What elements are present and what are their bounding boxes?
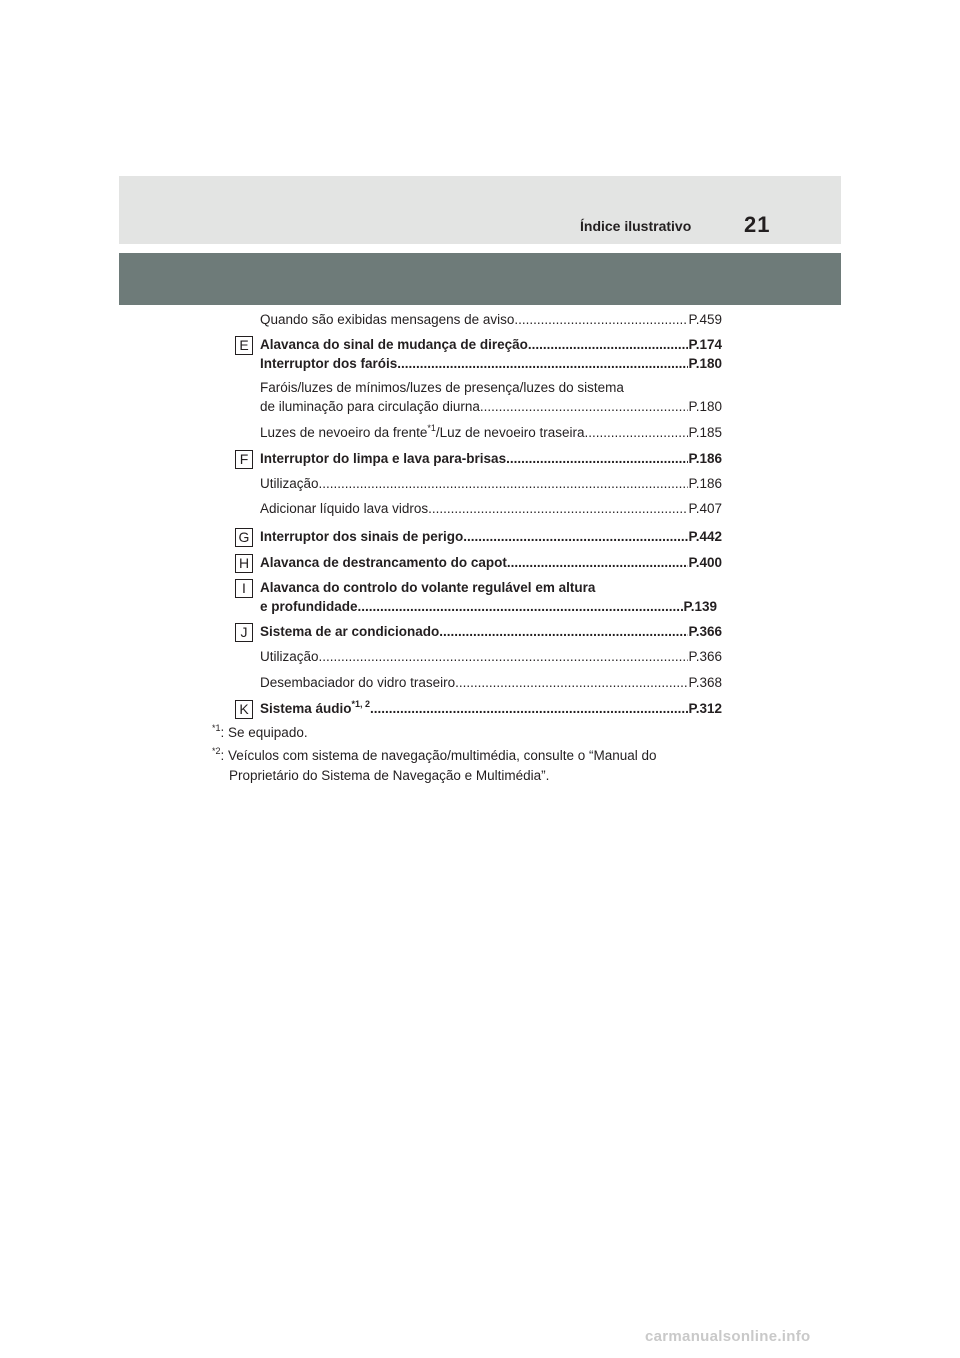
- footnote-2: $^{*2}$: Veículos com sistema de navegação/multimédia, consulte o “Manual do: [212, 746, 657, 763]
- entry-page: P.174: [688, 337, 722, 352]
- entry-title: Sistema de ar condicionado: [260, 624, 440, 639]
- badge-g: G: [235, 528, 253, 547]
- entry-title: Luzes de nevoeiro da frente$^{*1}$/Luz de nevoeiro traseira: [260, 423, 585, 440]
- entry-page: P.312: [688, 701, 722, 716]
- footnote-mark: *1: [212, 723, 221, 733]
- entry-page: P.186: [688, 476, 722, 491]
- entry-page: P.368: [688, 675, 722, 690]
- index-entry: [260, 355, 722, 373]
- entry-title: Alavanca de destrancamento do capot: [260, 555, 507, 570]
- entry-title: e profundidade: [260, 599, 358, 614]
- entry-page: P.407: [688, 501, 722, 516]
- badge-j: J: [235, 623, 253, 642]
- entry-title: Sistema áudio$^{*1, 2}$: [260, 699, 371, 716]
- entry-title: Adicionar líquido lava vidros: [260, 501, 429, 516]
- index-entry: [260, 475, 722, 493]
- entry-page: P.366: [688, 624, 722, 639]
- page-number: 21: [744, 212, 771, 237]
- entry-page: P.186: [688, 451, 722, 466]
- footnote-ref: *1: [427, 423, 436, 433]
- index-entry: [260, 528, 722, 546]
- entry-title: Interruptor dos faróis: [260, 356, 398, 371]
- footnote-mark: *2: [212, 746, 221, 756]
- index-entry: [260, 700, 722, 718]
- index-entry: [260, 500, 722, 518]
- footnote-1: $^{*1}$: Se equipado.: [212, 723, 308, 740]
- entry-title: Interruptor do limpa e lava para-brisas: [260, 451, 507, 466]
- entry-title: Alavanca do sinal de mudança de direção: [260, 337, 528, 352]
- entry-page: P.139: [683, 599, 717, 614]
- entry-page: P.366: [688, 649, 722, 664]
- entry-title: Utilização: [260, 476, 319, 491]
- index-entry: [260, 398, 722, 416]
- index-entry: [260, 450, 722, 468]
- badge-f: F: [235, 450, 253, 469]
- entry-title: Utilização: [260, 649, 319, 664]
- entry-title: Desembaciador do vidro traseiro: [260, 675, 456, 690]
- watermark: carmanualsonline.info: [645, 1328, 811, 1345]
- index-entry: [260, 623, 722, 641]
- index-entry: [260, 311, 722, 329]
- entry-page: P.400: [688, 555, 722, 570]
- entry-title-line1: Faróis/luzes de mínimos/luzes de presença/luzes do sistema: [260, 380, 624, 395]
- entry-title: de iluminação para circulação diurna: [260, 399, 480, 414]
- entry-title: Quando são exibidas mensagens de aviso: [260, 312, 515, 327]
- entry-page: P.185: [688, 425, 722, 440]
- index-entry: [260, 424, 722, 442]
- index-entry: [260, 598, 717, 616]
- header-bar: [119, 253, 841, 305]
- footnote-ref: *1, 2: [351, 699, 371, 709]
- entry-title: Interruptor dos sinais de perigo: [260, 529, 464, 544]
- badge-i: I: [235, 579, 253, 598]
- badge-e: E: [235, 336, 253, 355]
- index-entry: [260, 674, 722, 692]
- entry-page: P.180: [688, 399, 722, 414]
- entry-title-line1: Alavanca do controlo do volante regulável em altura: [260, 580, 596, 595]
- header-band: [119, 176, 841, 244]
- index-entry: [260, 554, 722, 572]
- index-entry: [260, 336, 722, 354]
- index-entry: [260, 648, 722, 666]
- entry-page: P.459: [688, 312, 722, 327]
- footnote-2-line2: Proprietário do Sistema de Navegação e Multimédia”.: [229, 768, 550, 783]
- badge-h: H: [235, 554, 253, 573]
- entry-page: P.180: [688, 356, 722, 371]
- entry-page: P.442: [688, 529, 722, 544]
- section-title: Índice ilustrativo: [580, 218, 692, 234]
- badge-k: K: [235, 700, 253, 719]
